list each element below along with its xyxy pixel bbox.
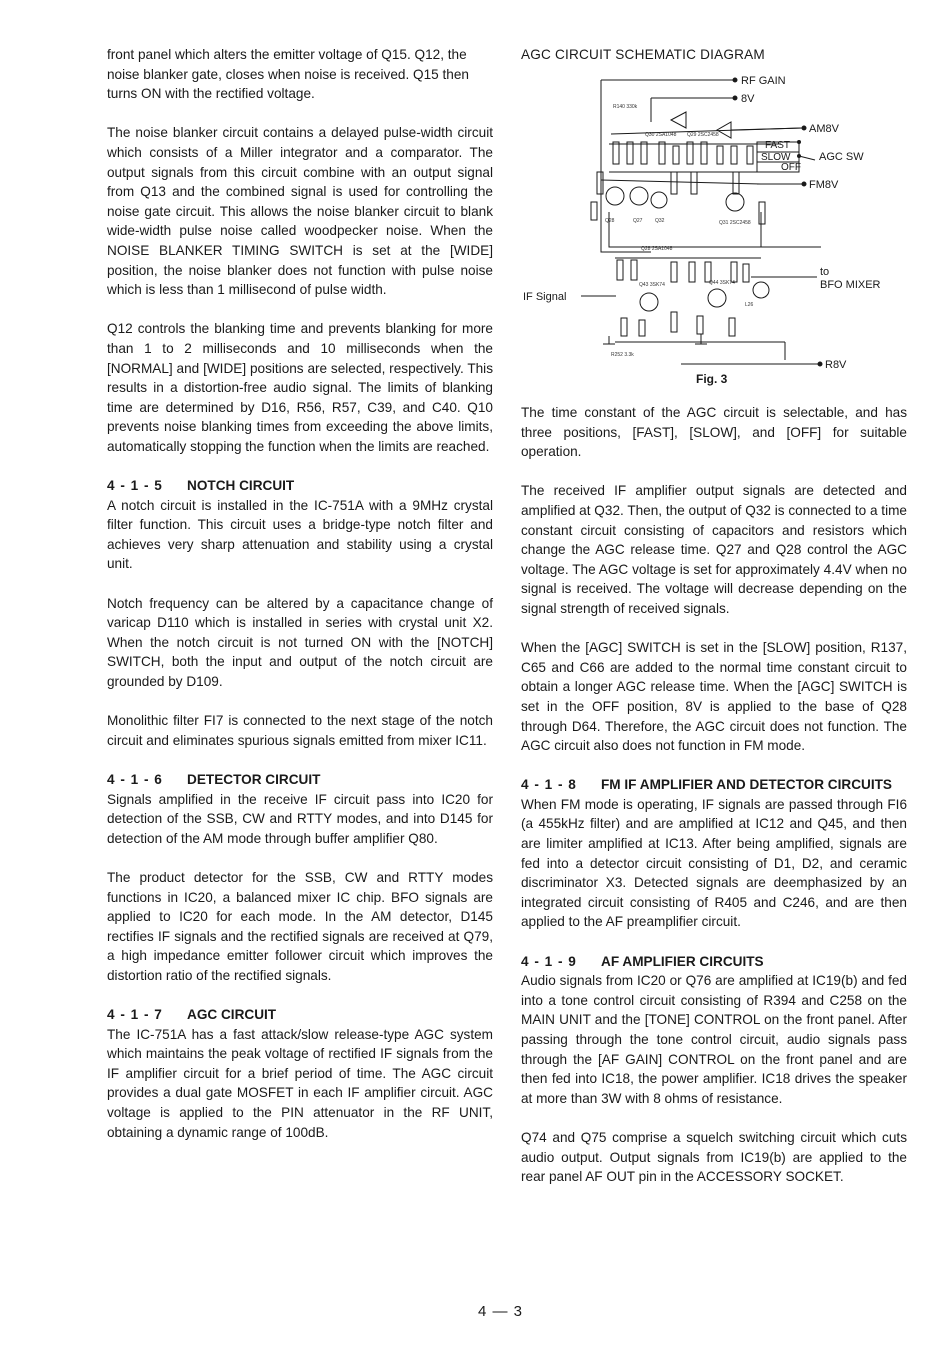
label-slow: SLOW — [761, 152, 791, 163]
paragraph: When the [AGC] SWITCH is set in the [SLOW] position, R137, C65 and C66 are added to the normal time constant circuit to obtain a longer AGC release time. When the [AGC] SWITCH is set in the OFF position, 8V is applied to the base of Q28 through D64. Therefore, the AGC circuit does not function. The AGC circuit also does not function in FM mode. — [521, 640, 907, 754]
figure-title: AGC CIRCUIT SCHEMATIC DIAGRAM — [521, 47, 765, 62]
figure-caption: Fig. 3 — [696, 372, 728, 386]
label-to: to — [820, 266, 830, 278]
paragraph: The time constant of the AGC circuit is selectable, and has three positions, [FAST], [SLOW], and [OFF] for suitable operation. — [521, 405, 907, 460]
section-title: NOTCH CIRCUIT — [187, 478, 295, 494]
section-title: DETECTOR CIRCUIT — [187, 771, 321, 787]
fm8v-terminal-icon — [802, 182, 806, 186]
paragraph: The received IF amplifier output signals are detected and amplified at Q32. Then, the output of Q32 is connected to a time constant circuit consisting of capacitors and resistors which change the AGC release time. Q27 and Q28 control the AGC voltage. The AGC voltage is set for approximately 4.4V when no signal is received. The voltage will decrease depending on the signal strength of received signals. — [521, 483, 907, 616]
svg-text:Q44 3SK74: Q44 3SK74 — [709, 280, 735, 286]
label-fm8v: FM8V — [809, 179, 839, 191]
transistor-q42-icon — [753, 282, 769, 298]
label-am8v: AM8V — [809, 123, 839, 135]
am8v-terminal-icon — [802, 126, 806, 130]
label-bfo-mixer: BFO MIXER — [820, 279, 881, 291]
label-8v: 8V — [741, 93, 755, 105]
paragraph: The product detector for the SSB, CW and RTTY modes functions in IC20, a balanced mixer IC chip. BFO signals are applied to IC20 for each mode. In the AM detector, D145 rectifies IF signals and the rectified signals are received at Q79, a high impedance emitter follower circuit which improves the distortion ratio of the rectified signals. — [107, 869, 493, 983]
paragraph: The IC-751A has a fast attack/slow release-type AGC system which maintains the peak voltage of rectified IF signals from the IF amplifier circuit for a brief period of time. The AGC circuit provides a dual gate MOSFET in each IF amplifier circuit. AGC voltage is applied to the PIN attenuator in the RF UNIT, obtaining a dynamic range of 100dB. — [107, 1026, 493, 1140]
figure-title-wrap — [521, 45, 907, 69]
paragraph: The noise blanker circuit contains a delayed pulse-width circuit which consists of a Miller integrator and a comparator. The output signals from this circuit combine with an output signal from Q13 and the combined signal is used for controlling the noise gate circuit. This allows the noise blanker circuit to blank wide-width pulse noise called woodpecker noise. When the NOISE BLANKER TIMING SWITCH is set at the [WIDE] position, the noise blanker does not function with pulse noise which is less than 1 millisecond of pulse width. — [107, 125, 493, 298]
section-number: 4 - 1 - 9 — [521, 953, 577, 969]
agc-schematic-diagram — [521, 72, 921, 372]
svg-text:Q29 2SC2458: Q29 2SC2458 — [687, 132, 719, 138]
page-number: 4 — 3 — [478, 1303, 524, 1320]
8v-terminal-icon — [733, 96, 737, 100]
paragraph: A notch circuit is installed in the IC-751A with a 9MHz crystal filter function. This circuit uses a bridge-type notch filter and achieves very sharp attenuation and stability using a crystal unit. — [107, 497, 493, 572]
transistor-q43-icon — [640, 293, 658, 311]
section-number: 4 - 1 - 6 — [107, 771, 163, 787]
svg-text:L26: L26 — [745, 302, 754, 308]
label-rf-gain: RF GAIN — [741, 75, 786, 87]
paragraph: When FM mode is operating, IF signals are passed through FI6 (a 455kHz filter) and are amplified at IC12 and Q45, and then are limiter amplified at IC13. After being amplified, signals are fed into a detector circuit consisting of D1, D2, and ceramic discriminator X3. Detected signals are deemphasized by an integrated circuit consisting of R405 and C246, and are then applied to the AF preamplifier circuit. — [521, 796, 907, 930]
schematic-svg — [521, 72, 921, 372]
rf-gain-terminal-icon — [733, 78, 737, 82]
label-off: OFF — [781, 162, 801, 173]
transistor-q30-icon — [726, 193, 744, 211]
section-number: 4 - 1 - 8 — [521, 777, 577, 793]
paragraph: Monolithic filter FI7 is connected to the next stage of the notch circuit and eliminates spurious signals emitted from mixer IC11. — [107, 713, 493, 748]
paragraph: front panel which alters the emitter voltage of Q15. Q12, the noise blanker gate, closes when noise is received. Q15 then turns ON with the rectified voltage. — [107, 47, 469, 102]
svg-text:R140 330k: R140 330k — [613, 104, 638, 110]
transistor-q27-icon — [630, 187, 648, 205]
section-number: 4 - 1 - 7 — [107, 1007, 163, 1023]
section-heading-af-amp — [521, 952, 907, 972]
svg-text:Q28 2SA1048: Q28 2SA1048 — [641, 246, 673, 252]
amplifier-icon — [671, 112, 686, 128]
section-title: AF AMPLIFIER CIRCUITS — [601, 953, 764, 969]
section-heading-notch — [107, 476, 493, 496]
section-title: FM IF AMPLIFIER AND DETECTOR CIRCUITS — [601, 777, 892, 793]
right-column — [521, 403, 907, 1206]
label-r8v: R8V — [825, 359, 847, 371]
svg-text:Q27: Q27 — [633, 218, 643, 224]
left-column — [107, 45, 493, 1162]
transistor-q32-icon — [651, 192, 667, 208]
paragraph: Q12 controls the blanking time and prevents blanking for more than 1 to 2 milliseconds and 10 milliseconds when the [NORMAL] and [WIDE] positions are selected, respectively. This results in a distortion-free audio signal. The limits of blanking time are determined by D16, R56, R57, C39, and C40. Q10 prevents noise blanking times from exceeding the above limits, automatically stopping the function when the limits are reached. — [107, 321, 493, 454]
section-heading-detector — [107, 770, 493, 790]
transistor-q28-icon — [606, 187, 624, 205]
svg-text:Q32: Q32 — [655, 218, 665, 224]
label-if-signal: IF Signal — [523, 291, 567, 303]
agc-switch-icon — [799, 156, 815, 160]
lower-component-ladder — [617, 260, 749, 336]
svg-text:Q31 2SC2458: Q31 2SC2458 — [719, 220, 751, 226]
svg-text:Q30 2SA1048: Q30 2SA1048 — [645, 132, 677, 138]
paragraph: Audio signals from IC20 or Q76 are amplified at IC19(b) and fed into a tone control circuit consisting of R394 and C258 on the MAIN UNIT and the [TONE] CONTROL on the front panel. After passing through the tone control circuit, audio signals pass through the [AF GAIN] CONTROL on the front panel and are then fed into IC18, the power amplifier. IC18 drives the speaker at more than 3W with 8 ohms of resistance. — [521, 973, 907, 1106]
section-title: AGC CIRCUIT — [187, 1007, 277, 1023]
paragraph: Notch frequency can be altered by a capacitance change of varicap D110 which is installed in series with crystal unit X2. When the notch circuit is not turned ON with the [NOTCH] SWITCH, both the input and output of the notch circuit are grounded by D109. — [107, 595, 493, 689]
svg-text:R252 3.3k: R252 3.3k — [611, 352, 634, 358]
paragraph: Q74 and Q75 comprise a squelch switching circuit which cuts audio output. Output signals from IC19(b) are applied to the rear panel AF OUT pin in the ACCESSORY SOCKET. — [521, 1129, 907, 1185]
label-fast: FAST — [765, 140, 791, 151]
svg-text:Q43 3SK74: Q43 3SK74 — [639, 282, 665, 288]
paragraph: Signals amplified in the receive IF circuit pass into IC20 for detection of the SSB, CW and RTTY modes, and into D145 for detection of the AM mode through buffer amplifier Q80. — [107, 791, 493, 846]
section-heading-agc — [107, 1005, 493, 1025]
r8v-terminal-icon — [818, 362, 822, 366]
transistor-q44-icon — [708, 289, 726, 307]
section-number: 4 - 1 - 5 — [107, 478, 163, 494]
label-agc-sw: AGC SW — [819, 151, 864, 163]
section-heading-fm-if — [521, 775, 907, 795]
svg-text:Q28: Q28 — [605, 218, 615, 224]
